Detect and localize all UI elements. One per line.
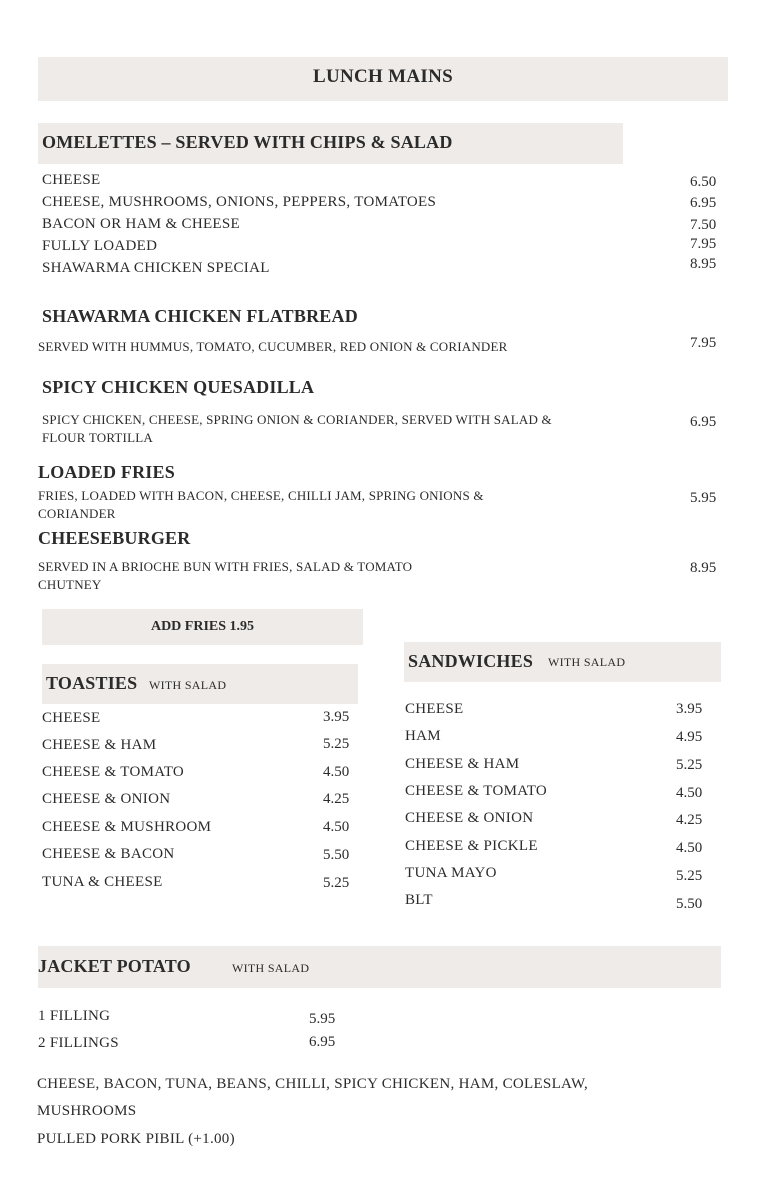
list-item: CHEESE — [42, 172, 101, 188]
item-price: 4.50 — [676, 840, 703, 856]
special-description: SERVED IN A BRIOCHE BUN WITH FRIES, SALAD & TOMATO CHUTNEY — [38, 559, 413, 592]
item-price: 5.25 — [676, 868, 703, 884]
special-price: 6.95 — [690, 414, 717, 430]
special-title: LOADED FRIES — [38, 462, 175, 482]
toasties-subheading: WITH SALAD — [149, 678, 227, 692]
item-price: 5.50 — [676, 896, 703, 912]
list-item: CHEESE & HAM — [42, 737, 157, 753]
item-price: 4.50 — [323, 819, 350, 835]
add-fries-label: ADD FRIES 1.95 — [150, 619, 255, 634]
fillings-line: PULLED PORK PIBIL (+1.00) — [37, 1131, 235, 1147]
list-item: BLT — [405, 892, 433, 908]
item-price: 6.50 — [690, 174, 717, 190]
item-price: 5.25 — [676, 757, 703, 773]
list-item: CHEESE & BACON — [42, 846, 175, 862]
item-price: 5.25 — [323, 736, 350, 752]
item-price: 8.95 — [690, 256, 717, 272]
item-price: 4.25 — [323, 791, 350, 807]
item-price: 7.95 — [690, 236, 717, 252]
item-price: 5.95 — [309, 1011, 336, 1027]
item-price: 4.50 — [323, 764, 350, 780]
list-item: 1 FILLING — [38, 1008, 111, 1024]
item-price: 3.95 — [676, 701, 703, 717]
list-item: CHEESE & HAM — [405, 756, 520, 772]
special-description: SPICY CHICKEN, CHEESE, SPRING ONION & CORIANDER, SERVED WITH SALAD & FLOUR TORTILLA — [42, 412, 552, 445]
list-item: SHAWARMA CHICKEN SPECIAL — [42, 260, 270, 276]
list-item: 2 FILLINGS — [38, 1035, 119, 1051]
special-title: SPICY CHICKEN QUESADILLA — [42, 377, 315, 397]
toasties-heading: TOASTIES — [46, 673, 138, 693]
item-price: 5.50 — [323, 847, 350, 863]
item-price: 4.25 — [676, 812, 703, 828]
list-item: TUNA MAYO — [405, 865, 497, 881]
list-item: CHEESE — [405, 701, 464, 717]
fillings-line: CHEESE, BACON, TUNA, BEANS, CHILLI, SPICY CHICKEN, HAM, COLESLAW, — [37, 1076, 589, 1092]
special-description: SERVED WITH HUMMUS, TOMATO, CUCUMBER, RED ONION & CORIANDER — [38, 339, 508, 354]
jacket-heading: JACKET POTATO — [38, 956, 191, 976]
list-item: BACON OR HAM & CHEESE — [42, 216, 240, 232]
list-item: CHEESE & MUSHROOM — [42, 819, 212, 835]
item-price: 4.95 — [676, 729, 703, 745]
item-price: 3.95 — [323, 709, 350, 725]
list-item: CHEESE & TOMATO — [42, 764, 185, 780]
list-item: HAM — [405, 728, 441, 744]
page-title: LUNCH MAINS — [312, 66, 453, 87]
list-item: TUNA & CHEESE — [42, 874, 163, 890]
jacket-subheading: WITH SALAD — [232, 961, 310, 975]
item-price: 6.95 — [309, 1034, 336, 1050]
special-title: SHAWARMA CHICKEN FLATBREAD — [42, 306, 358, 326]
fillings-line: MUSHROOMS — [37, 1103, 137, 1119]
omelettes-heading: OMELETTES – SERVED WITH CHIPS & SALAD — [42, 132, 453, 152]
sandwiches-subheading: WITH SALAD — [548, 655, 626, 669]
list-item: CHEESE & ONION — [42, 791, 171, 807]
item-price: 4.50 — [676, 785, 703, 801]
special-title: CHEESEBURGER — [38, 528, 191, 548]
special-price: 7.95 — [690, 335, 717, 351]
list-item: CHEESE — [42, 710, 101, 726]
list-item: CHEESE & PICKLE — [405, 838, 538, 854]
list-item: FULLY LOADED — [42, 238, 158, 254]
list-item: CHEESE, MUSHROOMS, ONIONS, PEPPERS, TOMATOES — [42, 194, 437, 210]
list-item: CHEESE & TOMATO — [405, 783, 548, 799]
special-price: 8.95 — [690, 560, 717, 576]
item-price: 7.50 — [690, 217, 717, 233]
special-description: FRIES, LOADED WITH BACON, CHEESE, CHILLI JAM, SPRING ONIONS & CORIANDER — [38, 488, 484, 521]
item-price: 5.25 — [323, 875, 350, 891]
special-price: 5.95 — [690, 490, 717, 506]
sandwiches-heading: SANDWICHES — [408, 651, 534, 671]
item-price: 6.95 — [690, 195, 717, 211]
list-item: CHEESE & ONION — [405, 810, 534, 826]
